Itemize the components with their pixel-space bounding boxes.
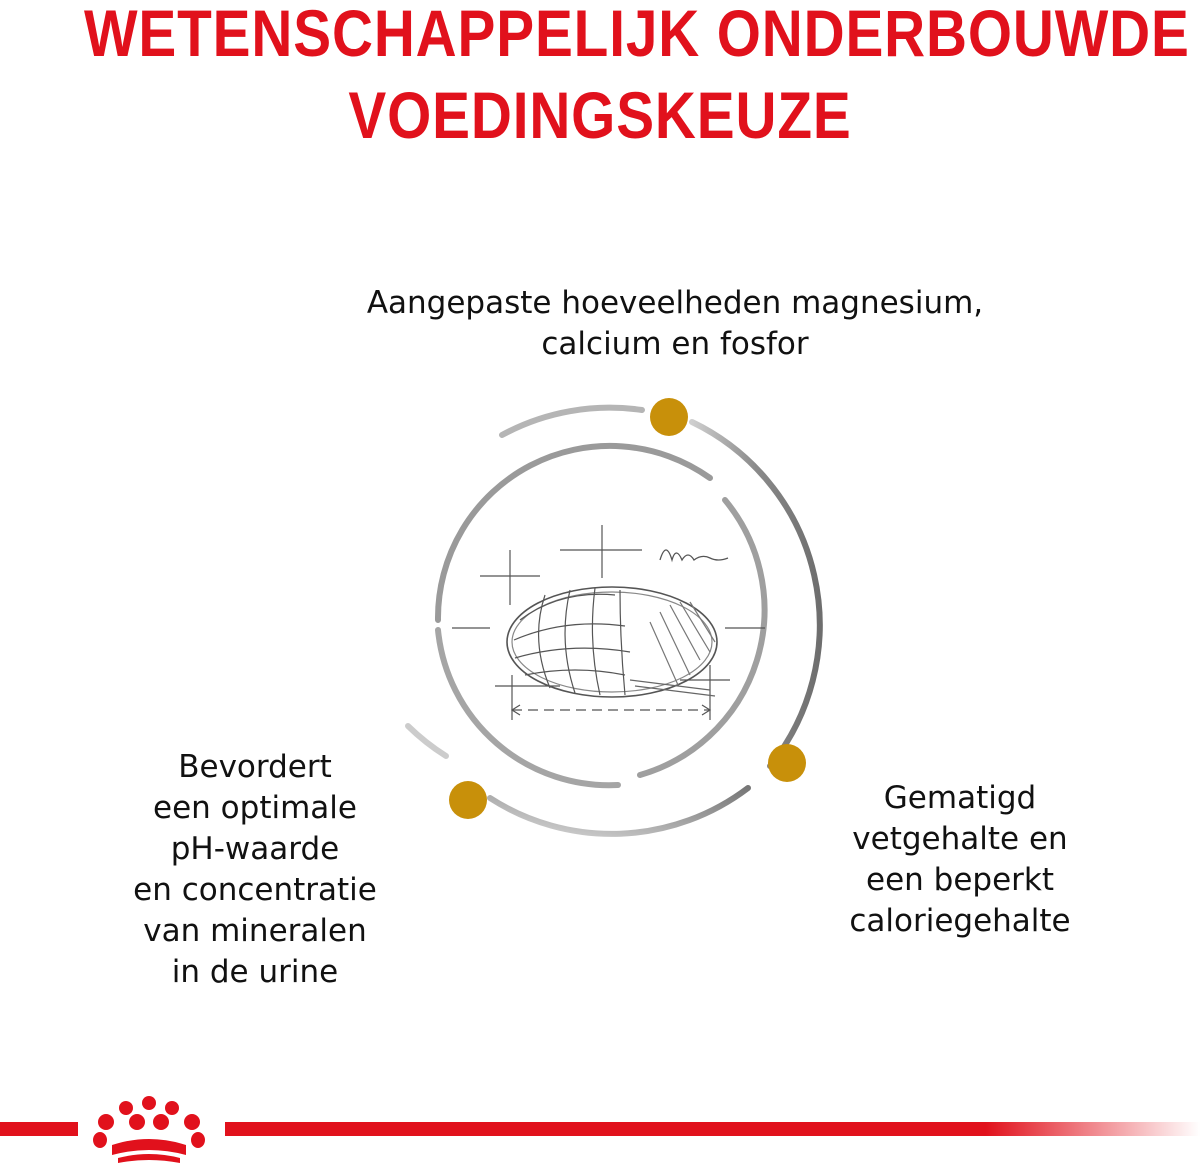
callout-top xyxy=(300,283,1050,365)
crown-paw-logo-icon xyxy=(93,1096,205,1163)
nutrition-ring-diagram xyxy=(380,390,840,870)
callout-left-line: Bevordert xyxy=(178,749,332,785)
callout-right xyxy=(820,778,1100,942)
footer-line-left xyxy=(0,1122,78,1136)
callout-left-line: een optimale xyxy=(153,790,357,826)
callout-right-line: vetgehalte en xyxy=(852,821,1068,857)
callout-right-line: caloriegehalte xyxy=(849,903,1071,939)
page-title-line-2: VOEDINGSKEUZE xyxy=(348,78,852,152)
inner-ring xyxy=(438,446,765,785)
marker-dot-top xyxy=(650,398,688,436)
footer-brand-bar xyxy=(0,1095,1200,1170)
outer-ring-arc-left xyxy=(408,726,446,756)
marker-dot-left xyxy=(449,781,487,819)
outer-ring xyxy=(408,408,820,834)
kibble-sketch-icon xyxy=(452,525,765,720)
page-title-line-1: WETENSCHAPPELIJK ONDERBOUWDE xyxy=(84,0,1190,70)
callout-left-line: in de urine xyxy=(171,954,339,990)
footer-line-right xyxy=(225,1122,1200,1136)
callout-left-line: en concentratie xyxy=(133,872,377,908)
outer-ring-arc-right xyxy=(692,422,820,766)
callout-top-line: calcium en fosfor xyxy=(541,326,809,362)
outer-ring-arc-bottom xyxy=(490,788,748,834)
marker-dot-right xyxy=(768,744,806,782)
page-title xyxy=(0,0,1200,156)
callout-left-line: van mineralen xyxy=(143,913,367,949)
callout-left xyxy=(100,747,410,993)
outer-ring-arc-top xyxy=(502,408,642,435)
callout-right-line: een beperkt xyxy=(866,862,1054,898)
callout-right-line: Gematigd xyxy=(883,780,1037,816)
callout-left-line: pH-waarde xyxy=(170,831,340,867)
callout-top-line: Aangepaste hoeveelheden magnesium, xyxy=(366,285,984,321)
